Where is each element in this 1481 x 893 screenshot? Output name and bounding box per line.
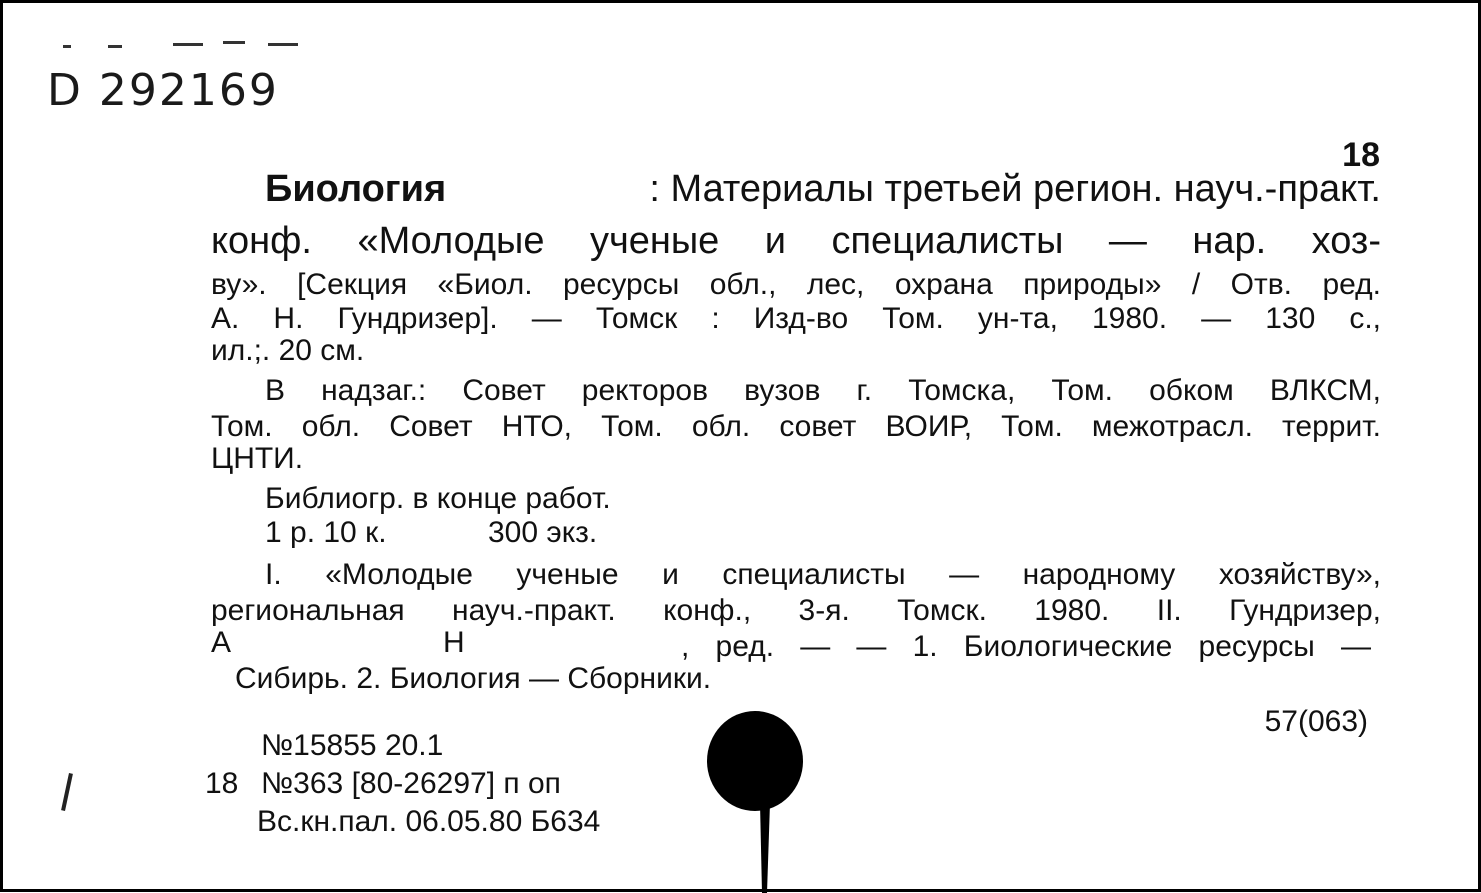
bibliography-note: Библиогр. в конце работ. <box>265 482 611 515</box>
footer-prefix: 18 <box>205 767 239 800</box>
inventory-stamp: D 292169 <box>47 65 279 116</box>
punch-hole <box>707 711 803 811</box>
copies: 300 экз. <box>488 516 598 549</box>
description-line-3: ил.;. 20 см. <box>211 334 365 367</box>
tracing-initial-a: А <box>211 626 232 659</box>
description-line-1: ву». [Секция «Биол. ресурсы обл., лес, охрана природы» / Отв. ред. <box>211 268 1381 301</box>
tracing-line-4: Сибирь. 2. Биология — Сборники. <box>235 662 712 695</box>
footer-line-3: Вс.кн.пал. 06.05.80 Б634 <box>257 805 601 838</box>
tracing-line-3: , ред. — — 1. Биологические ресурсы — <box>681 630 1371 663</box>
title-line-1 <box>265 169 1381 209</box>
title-heading: Биология <box>265 168 447 210</box>
note-line-1: В надзаг.: Совет ректоров вузов г. Томска, Том. обком ВЛКСМ, <box>265 374 1381 407</box>
title-rest: : Материалы третьей регион. науч.-практ. <box>649 168 1381 210</box>
card-number: 18 <box>1342 136 1380 174</box>
tracing-line-1: I. «Молодые ученые и специалисты — народному хозяйству», <box>265 558 1381 591</box>
tracing-line-2: региональная науч.-практ. конф., 3-я. Томск. 1980. II. Гундризер, <box>211 594 1381 627</box>
title-line-2: конф. «Молодые ученые и специалисты — нар. хоз- <box>211 220 1381 262</box>
note-line-2: Том. обл. Совет НТО, Том. обл. совет ВОИР, Том. межотрасл. террит. <box>211 410 1381 443</box>
pencil-mark <box>61 773 73 811</box>
description-line-2: А. Н. Гундризер]. — Томск : Изд-во Том. ун-та, 1980. — 130 с., <box>211 302 1381 335</box>
footer-line-2: №363 [80-26297] п оп <box>261 767 561 800</box>
ink-specks <box>63 33 313 53</box>
classification-index: 57(063) <box>1264 705 1368 738</box>
punch-hole-slot <box>760 803 770 893</box>
footer-line-1: №15855 20.1 <box>261 729 444 762</box>
note-line-3: ЦНТИ. <box>211 442 304 475</box>
price: 1 р. 10 к. <box>265 516 387 549</box>
tracing-initial-n: Н <box>443 626 465 659</box>
